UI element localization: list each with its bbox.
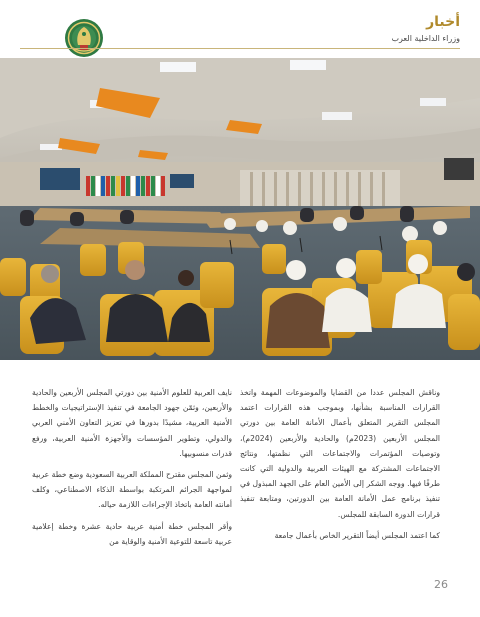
article-paragraph: كما اعتمد المجلس أيضاً التقرير الخاص بأعمال جامعة (274, 530, 440, 540)
section-subtitle: وزراء الداخلية العرب (391, 34, 460, 43)
header-divider (20, 48, 460, 49)
article-paragraph: وناقش المجلس عددا من القضايا والموضوعات المهمة واتخذ القرارات المناسبة بشأنها، وبموجب هذه القرارات اعتمد المجلس التقرير المتعلق بأعمال الأمانة العامة بين دورتي المجلس الأربعين (2023م) والحادية والأربعين (2024م)، وتوصيات المؤتمرات والاجتماعات التي نظمتها، ونتائج الاجتماعات المشتركة مع الهيئات العربية والدولية التي كانت طرفًا فيها. ووجه الشكر إلى الأمين العام على الجهد المبذول في تنفيذ برنامج عمل الأمانة العامة بين الدورتين، ومتابعة تنفيذ قرارات الدورة السابقة للمجلس. (240, 388, 440, 519)
page-number: 26 (434, 578, 448, 591)
conference-hall-photo (0, 58, 480, 360)
page-header (0, 0, 480, 56)
article-paragraph: نايف العربية للعلوم الأمنية بين دورتي المجلس الأربعين والحادية والأربعين، وثمّن جهود الجامعة في تنفيذ الإستراتيجيات والخطط الأمنية العربية، مشيدًا بدورها في تعزيز التعاون الأمني العربي والدولي، وتطوير المؤسسات والأجهزة الأمنية العربية، ورفع قدرات منسوبيها. (32, 388, 232, 458)
emblem-icon (64, 18, 104, 60)
article-paragraph: وأقر المجلس خطة أمنية عربية حادية عشرة وخطة إعلامية عربية تاسعة للتوعية الأمنية والوقاية من (32, 521, 232, 546)
article-right-column (240, 385, 440, 549)
article-left-column (32, 385, 232, 555)
article-paragraph: وثمن المجلس مقترح المملكة العربية السعودية وضع خطة عربية لمواجهة الجرائم المرتكبة بواسطة الذكاء الاصطناعي، وكلف أمانته العامة باتخاذ الإجراءات اللازمة حياله. (32, 470, 232, 510)
section-title: أخبار (426, 14, 460, 30)
